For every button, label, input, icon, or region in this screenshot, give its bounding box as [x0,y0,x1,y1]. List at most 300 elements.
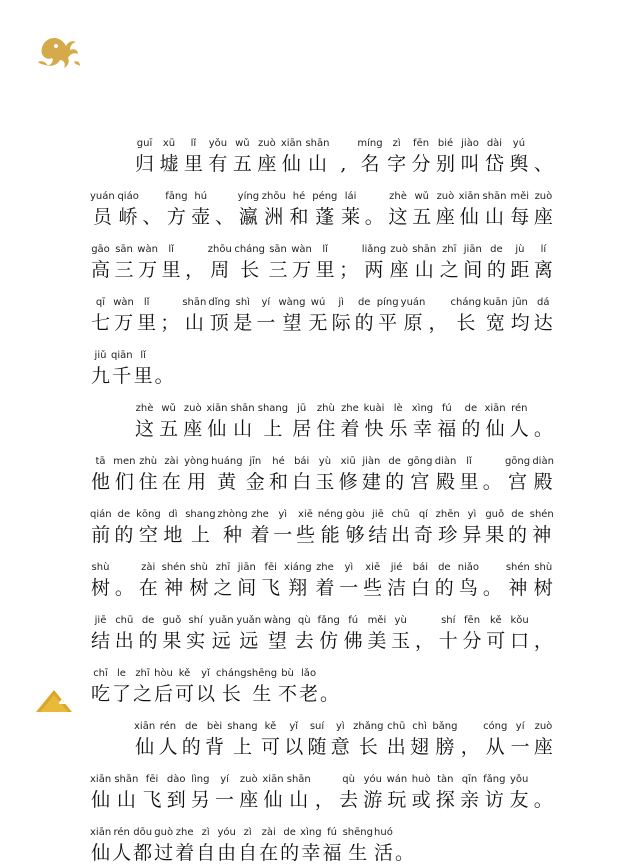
hanzi: 佛 [343,630,363,652]
punctuation-cell [333,137,354,177]
text-line [90,601,554,654]
hanzi: 或 [411,789,431,811]
character-cell [238,773,259,813]
character-cell [412,243,436,283]
hanzi: 异 [462,524,482,546]
hanzi: 意 [330,736,350,758]
hanzi: 舆 [509,153,529,175]
character-cell [204,720,225,760]
pinyin: yíng [237,191,260,202]
pinyin: zài [261,827,276,838]
character-cell [272,508,293,548]
pinyin: wǔ [414,191,429,202]
pinyin: néng [317,509,343,520]
pinyin: qī [95,297,106,308]
pinyin: yǒu [208,138,228,149]
text-line [90,495,554,548]
character-cell [439,243,460,283]
character-cell [483,296,507,336]
hanzi: 这 [134,418,154,440]
character-cell [207,137,228,177]
hanzi: 白 [292,471,312,493]
pinyin: lái [344,191,357,202]
hanzi: 里 [137,312,157,334]
hanzi: 着 [315,577,335,599]
character-cell [258,402,288,442]
character-cell [284,561,312,601]
character-cell [291,243,312,283]
hanzi: 着 [250,524,270,546]
character-cell [208,296,230,336]
pinyin: zhī [135,668,150,679]
pinyin: fú [441,403,452,414]
character-cell [459,455,480,495]
pinyin: lǐ [140,350,146,361]
pinyin: fēi [264,562,277,573]
character-cell [174,667,195,707]
pinyin: shén [529,509,554,520]
character-cell [294,614,315,654]
punctuation-cell [533,614,554,654]
character-cell [307,720,328,760]
pinyin: dá [536,297,550,308]
hanzi: 际 [331,312,351,334]
punctuation-cell [338,243,359,283]
hanzi: 到 [166,789,186,811]
character-cell [238,190,259,230]
character-cell [217,508,247,548]
hanzi: 仙 [459,206,479,228]
character-cell [134,720,155,760]
character-cell [362,773,383,813]
character-cell [158,137,179,177]
hanzi: 访 [484,789,504,811]
hanzi: 出 [114,630,134,652]
hanzi: 仙 [91,842,111,864]
pinyin: guī [136,138,153,149]
pinyin: jīn [249,456,262,467]
character-cell [195,667,216,707]
character-cell [483,190,507,230]
hanzi: ， [414,630,434,652]
character-cell [227,720,257,760]
character-cell [268,243,289,283]
pinyin: yí [220,774,229,785]
pinyin: lǐ [466,456,472,467]
character-cell [410,561,431,601]
character-cell [264,614,291,654]
character-cell [462,243,483,283]
text-line [90,230,554,283]
hanzi: 去 [339,789,359,811]
pinyin: bái [412,562,429,573]
character-cell [461,508,482,548]
hanzi: 在 [161,471,181,493]
character-cell [459,773,480,813]
hanzi: 果 [162,630,182,652]
pinyin: shang [227,721,258,732]
pinyin: yí [515,721,525,732]
hanzi: 游 [363,789,383,811]
character-cell [111,349,133,389]
pinyin: jiǔ [94,350,107,361]
pinyin: jiào [461,138,479,149]
hanzi: 建 [361,471,381,493]
hanzi: 一 [510,736,530,758]
character-cell [249,508,270,548]
pinyin: shù [91,562,110,573]
hanzi: 翔 [288,577,308,599]
pinyin: xiān [134,721,156,732]
pinyin: huó [374,827,393,838]
hanzi: 一 [215,789,235,811]
character-cell [308,296,329,336]
pinyin: wàn [291,244,312,255]
character-cell [236,561,257,601]
hanzi: 在 [259,842,279,864]
hanzi: 别 [436,153,456,175]
hanzi: 树 [533,577,553,599]
hanzi: 神 [164,577,184,599]
hanzi: 座 [533,206,553,228]
hanzi: 里 [161,259,181,281]
hanzi: 的 [114,524,134,546]
pinyin: zì [201,827,210,838]
pinyin: shén [505,562,530,573]
text-line [90,654,554,707]
hanzi: 宫 [508,471,528,493]
hanzi: 些 [295,524,315,546]
character-cell [318,614,340,654]
character-cell [338,455,359,495]
character-cell [231,402,255,442]
character-cell [184,455,209,495]
pinyin: fēn [413,138,430,149]
character-cell [532,455,554,495]
pinyin: zhù [316,403,335,414]
character-cell [113,455,135,495]
hanzi: 鸟 [458,577,478,599]
character-cell [185,614,206,654]
pinyin: guǒ [485,509,505,520]
punctuation-cell [314,773,335,813]
text-line [90,177,554,230]
hanzi: 一 [273,524,293,546]
pinyin: lǐ [143,297,150,308]
hanzi: 玉 [315,471,335,493]
pinyin: jiān [463,244,482,255]
pinyin: shù [190,562,208,573]
hanzi: 山 [289,789,309,811]
pinyin: lè [393,403,403,414]
hanzi: 福 [437,418,457,440]
character-cell [364,402,385,442]
hanzi: 名 [360,153,380,175]
character-cell [136,296,157,336]
character-cell [451,296,482,336]
pinyin: rén [511,403,528,414]
character-cell [509,190,530,230]
character-cell [377,296,399,336]
pinyin: xiān [206,403,228,414]
hanzi: 。 [364,206,384,228]
character-cell [214,773,235,813]
hanzi: 不 [278,683,298,705]
pinyin: huáng [211,456,243,467]
pinyin: cóng [483,721,508,732]
hanzi: 座 [257,153,277,175]
hanzi: 膀 [435,736,455,758]
hanzi: 仙 [91,789,111,811]
character-cell [209,614,234,654]
character-cell [117,190,138,230]
character-cell [315,402,336,442]
punctuation-cell [214,190,235,230]
hanzi: 着 [175,842,195,864]
character-cell [260,720,281,760]
hanzi: 间 [237,577,257,599]
character-cell [181,720,202,760]
hanzi: 金 [245,471,265,493]
pinyin: kě [264,721,277,732]
hanzi: 之 [213,577,233,599]
character-cell [165,190,187,230]
character-cell [283,720,304,760]
character-cell [90,190,115,230]
hanzi: 过 [154,842,174,864]
pinyin: péng [312,191,338,202]
hanzi: 一 [339,577,359,599]
hanzi: 珍 [438,524,458,546]
character-cell [343,614,364,654]
pinyin: xiān [262,774,284,785]
character-cell [411,773,432,813]
pinyin: yì [278,509,288,520]
hanzi: 乐 [388,418,408,440]
character-cell [162,508,183,548]
pinyin: lìng [191,774,210,785]
character-cell [279,826,300,866]
pinyin: sān [115,244,133,255]
hanzi: 幸 [412,418,432,440]
character-cell [153,667,174,707]
hanzi: 上 [232,736,252,758]
hanzi: 背 [205,736,225,758]
hanzi: 。 [154,365,174,387]
pinyin: de [464,403,478,414]
hanzi: 是 [233,312,253,334]
punctuation-cell [460,720,481,760]
pinyin: shù [534,562,553,573]
pinyin: gòu [345,509,365,520]
character-cell [432,720,457,760]
pinyin: dǐng [208,297,231,308]
hanzi: 平 [378,312,398,334]
pinyin: yǐ [289,721,299,732]
character-cell [174,826,195,866]
pinyin: shān [230,403,255,414]
pinyin: fēi [145,774,159,785]
hanzi: 长 [456,312,476,334]
character-cell [314,455,335,495]
pinyin: shān [305,138,330,149]
hanzi: 的 [354,312,374,334]
pinyin: wán [386,774,408,785]
character-cell [138,614,159,654]
hanzi: 万 [114,312,134,334]
pinyin: míng [357,138,383,149]
hanzi: 上 [190,524,210,546]
character-cell [281,137,302,177]
pinyin: cháng [234,244,265,255]
character-cell [459,190,480,230]
hanzi: 墟 [159,153,179,175]
pinyin: diàn [532,456,554,467]
character-cell [138,561,159,601]
hanzi: 座 [183,418,203,440]
pinyin: wàn [137,244,158,255]
text-line [90,548,554,601]
character-cell [234,243,265,283]
character-cell [388,402,409,442]
pinyin: wàn [113,297,134,308]
character-cell [386,561,407,601]
hanzi: 自 [238,842,258,864]
character-cell [362,243,386,283]
character-cell [533,296,554,336]
hanzi: 原 [403,312,423,334]
character-cell [134,137,155,177]
hanzi: 五 [232,153,252,175]
hanzi: 地 [163,524,183,546]
hanzi: 分 [411,153,431,175]
pinyin: zuò [257,138,276,149]
pinyin: yú [512,138,526,149]
pinyin: chū [387,721,406,732]
character-cell [483,773,505,813]
pinyin: xiáng [284,562,312,573]
pinyin: shì [235,297,250,308]
pinyin: lǎo [301,668,317,679]
character-cell [331,296,352,336]
pinyin: jūn [512,297,528,308]
character-cell [312,190,337,230]
hanzi: 望 [267,630,287,652]
character-cell [434,561,455,601]
pinyin: zhǎng [353,721,384,732]
hanzi: , [340,153,347,175]
pinyin: bèi [206,721,223,732]
story-text [90,124,554,866]
pinyin: de [141,615,155,626]
pinyin: wàng [278,297,306,308]
pinyin: dào [166,774,186,785]
pinyin: fú [348,615,359,626]
hanzi: 神 [532,524,552,546]
hanzi: 洁 [387,577,407,599]
hanzi: ； [160,312,180,334]
hanzi: 幸 [301,842,321,864]
hanzi: 高 [90,259,110,281]
hanzi: 里 [133,365,153,387]
hanzi: 吃 [90,683,110,705]
hanzi: 能 [320,524,340,546]
pinyin: zhēn [435,509,460,520]
hanzi: 这 [388,206,408,228]
pinyin: zhè [389,191,407,202]
character-cell [438,614,459,654]
hanzi: 活 [373,842,393,864]
hanzi: 山 [116,789,136,811]
pinyin: jù [515,244,525,255]
character-cell [386,720,407,760]
character-cell [190,190,211,230]
character-cell [90,243,111,283]
character-cell [300,826,321,866]
pinyin: zhè [135,403,154,414]
hanzi: 出 [391,524,411,546]
hanzi: 结 [368,524,388,546]
hanzi: 可 [486,630,506,652]
character-cell [435,137,456,177]
pinyin: sān [269,244,287,255]
character-cell [486,243,507,283]
punctuation-cell [427,296,448,336]
pinyin: zuò [534,191,553,202]
character-cell [247,667,277,707]
hanzi: 千 [112,365,132,387]
hanzi: 空 [138,524,158,546]
pinyin: zhe [251,509,269,520]
pinyin: bǎng [432,721,458,732]
pinyin: yuán [400,297,426,308]
hanzi: 之 [132,683,152,705]
hanzi: 殿 [533,471,553,493]
character-cell [509,773,530,813]
pinyin: de [283,827,296,838]
pinyin: yǒu [509,774,529,785]
character-cell [138,455,159,495]
character-cell [206,402,227,442]
character-cell [510,720,531,760]
hanzi: 宽 [485,312,505,334]
pinyin: lí [540,244,547,255]
pinyin: yuǎn [236,615,262,626]
character-cell [411,190,432,230]
pinyin: kǒu [510,615,529,626]
hanzi: 的 [461,418,481,440]
character-cell [373,826,394,866]
character-cell [509,614,530,654]
hanzi: 。 [394,842,414,864]
hanzi: 住 [138,471,158,493]
character-cell [90,561,111,601]
hanzi: 口 [510,630,530,652]
character-cell [232,137,253,177]
hanzi: 亲 [459,789,479,811]
hanzi: 顶 [209,312,229,334]
pinyin: rén [113,827,130,838]
pinyin: zhe [341,403,359,414]
pinyin: xìng [300,827,322,838]
pinyin: jì [338,297,344,308]
character-cell [137,243,158,283]
punctuation-cell [533,402,554,442]
character-cell [485,614,506,654]
hanzi: 果 [485,524,505,546]
character-cell [435,190,456,230]
pinyin: shān [114,774,139,785]
